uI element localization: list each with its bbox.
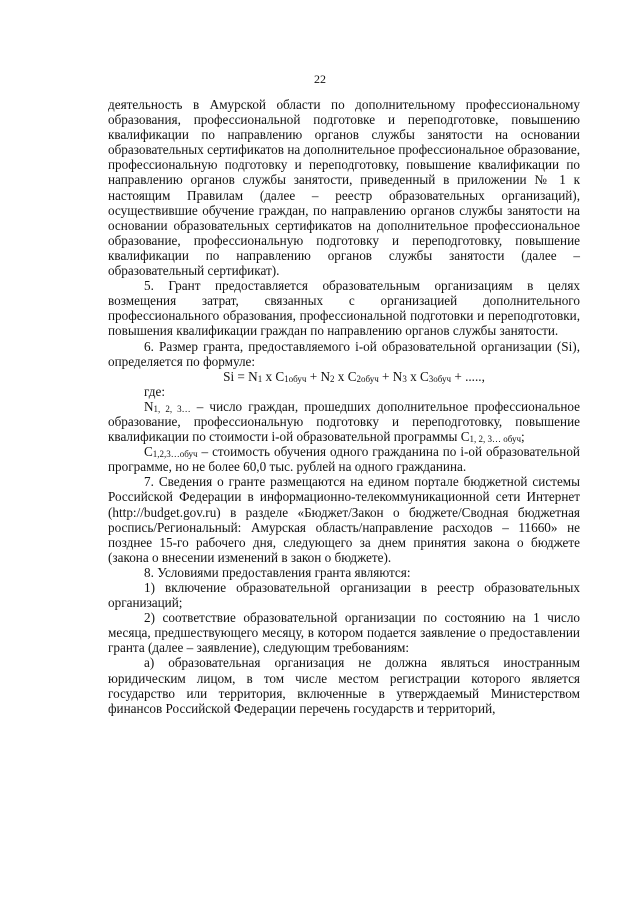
formula-part: Si = N — [223, 368, 258, 384]
formula-subscript: 1 — [257, 373, 263, 384]
paragraph-8-item-2-a: а) образовательная организация не должна являться иностранным юридическим лицом, в том числе местом регистрации которого является государство или территория, включенные в утверждаемый Министерством финансов Российской Федерации перечень государств и территорий, — [108, 655, 580, 716]
formula-part: + ....., — [451, 368, 485, 384]
formula-part: + N — [378, 368, 403, 384]
definition-symbol: С — [144, 444, 153, 460]
definition-end: ; — [521, 429, 525, 445]
page-number: 22 — [314, 72, 326, 86]
paragraph-7: 7. Сведения о гранте размещаются на едином портале бюджетной системы Российской Федерации в информационно-телекоммуникационной сети Интернет (http://budget.gov.ru) в разделе «Бюджет/Закон о бюджете/Сводная бюджетная роспись/Региональный: Амурская область/направление расходов – 11660» не позднее 15-го рабочего дня, следующего за днем принятия закона о бюджете (закона о внесении изменений в закон о бюджете). — [108, 474, 580, 565]
document-body — [108, 97, 580, 716]
formula-subscript: 2 — [330, 373, 335, 384]
formula-part: + N — [306, 368, 330, 384]
definition-n — [108, 399, 580, 444]
paragraph-8-item-2: 2) соответствие образовательной организации по состоянию на 1 число месяца, предшествующего месяцу, в котором подается заявление о предоставлении гранта (далее – заявление), следующим требованиям: — [108, 610, 580, 656]
paragraph-5: 5. Грант предоставляется образовательным организациям в целях возмещения затрат, связанных с организацией дополнительного профессионального образования, профессиональной подготовки и переподготовки, повышения квалификации граждан по направлению органов службы занятости. — [108, 278, 580, 339]
definition-text: – число граждан, прошедших дополнительное профессиональное образование, профессиональную подготовку и переподготовку, повышение квалификации по стоимости i-ой образовательной программы С — [108, 398, 580, 445]
paragraph-6: 6. Размер гранта, предоставляемого i-ой образовательной организации (Si), определяется по формуле: — [108, 338, 580, 369]
formula-subscript: 3обуч — [428, 373, 452, 384]
definition-subscript: 1, 2, 3… обуч — [469, 434, 521, 445]
formula-part: x C — [406, 368, 429, 384]
definition-subscript: 1,2,3…обуч — [152, 449, 198, 460]
formula-subscript: 2обуч — [356, 373, 379, 384]
definition-symbol: N — [144, 398, 154, 414]
paragraph-8: 8. Условиями предоставления гранта являются: — [144, 564, 411, 580]
formula-subscript: 1обуч — [284, 373, 307, 384]
grant-formula — [108, 369, 580, 384]
paragraph-8-item-1: 1) включение образовательной организации в реестр образовательных организаций; — [108, 580, 580, 611]
formula-part: x C — [262, 368, 285, 384]
definition-subscript: 1, 2, 3… — [153, 403, 191, 414]
definition-c — [108, 444, 580, 474]
formula-subscript: 3 — [402, 373, 407, 384]
formula-part: x C — [334, 368, 357, 384]
paragraph-intro: деятельность в Амурской области по дополнительному профессиональному образования, профессиональной подготовке и переподготовке, повышению квалификации по направлению органов службы занятости на основании образовательных сертификатов на дополнительное профессиональное образование, профессиональную подготовку и переподготовку, повышение квалификации по направлению органов службы занятости, приведенный в приложении № 1 к настоящим Правилам (далее – реестр образовательных организаций), осуществившие обучение граждан, по направлению органов службы занятости на основании образовательных сертификатов на дополнительное профессиональное образование, профессиональную подготовку и переподготовку, повышение квалификации по направлению органов службы занятости (далее – образовательный сертификат). — [108, 97, 580, 279]
where-label: где: — [144, 383, 165, 399]
definition-text: – стоимость обучения одного гражданина по i-ой образовательной программе, но не более 60,0 тыс. рублей на одного гражданина. — [108, 444, 580, 475]
